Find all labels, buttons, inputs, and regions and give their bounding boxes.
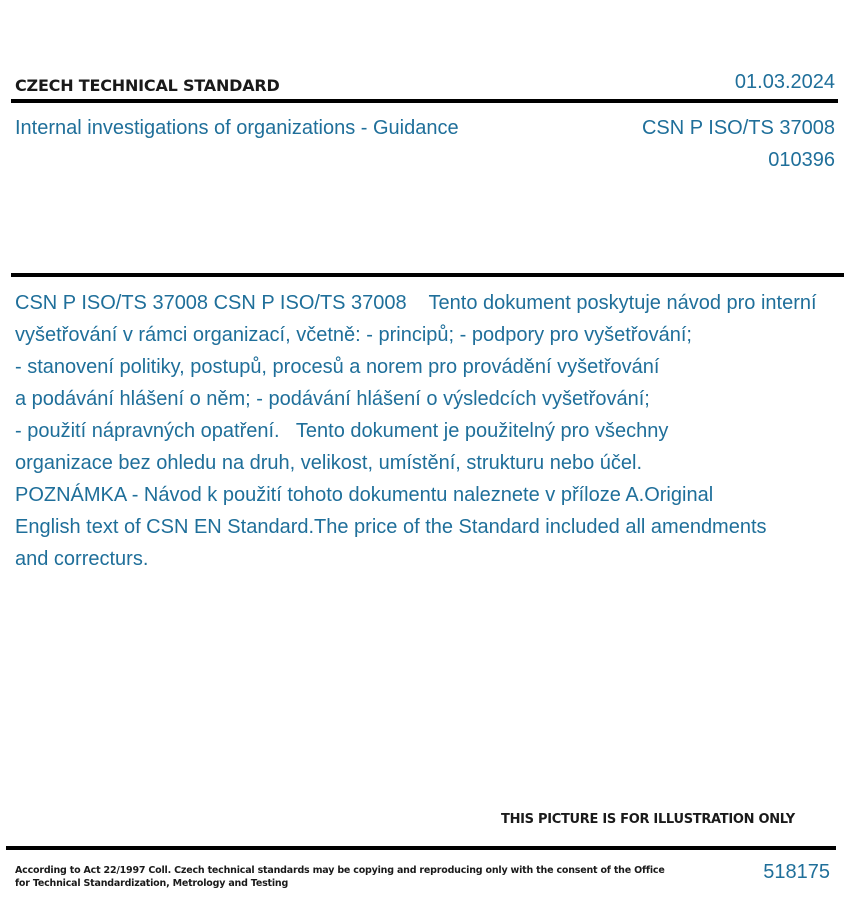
abstract-line: and correcturs. xyxy=(15,548,149,570)
abstract-text xyxy=(15,287,865,575)
abstract-line: English text of CSN EN Standard.The price of the Standard included all amendments xyxy=(15,516,767,538)
document-header-label: CZECH TECHNICAL STANDARD xyxy=(15,76,280,95)
classification-code: 010396 xyxy=(768,149,835,171)
abstract-line: organizace bez ohledu na druh, velikost, umístění, strukturu nebo účel. xyxy=(15,452,643,474)
footer-divider xyxy=(6,846,836,850)
legal-notice-line: for Technical Standardization, Metrology and Testing xyxy=(15,878,289,889)
abstract-line: - stanovení politiky, postupů, procesů a norem pro provádění vyšetřování xyxy=(15,356,660,378)
legal-notice-line: According to Act 22/1997 Coll. Czech technical standards may be copying and reproducing only with the consent of the Office xyxy=(15,865,665,876)
abstract-line: - použití nápravných opatření. Tento dokument je použitelný pro všechny xyxy=(15,420,669,442)
footer-code: 518175 xyxy=(763,861,830,883)
illustration-disclaimer: THIS PICTURE IS FOR ILLUSTRATION ONLY xyxy=(501,812,795,827)
standard-title: Internal investigations of organizations - Guidance xyxy=(15,117,459,139)
publication-date: 01.03.2024 xyxy=(734,71,835,93)
header-divider xyxy=(11,99,838,103)
abstract-line: CSN P ISO/TS 37008 CSN P ISO/TS 37008 Tento dokument poskytuje návod pro interní xyxy=(15,292,817,314)
standard-number: CSN P ISO/TS 37008 xyxy=(641,117,835,139)
abstract-line: POZNÁMKA - Návod k použití tohoto dokumentu naleznete v příloze A.Original xyxy=(15,484,714,506)
abstract-line: a podávání hlášení o něm; - podávání hlášení o výsledcích vyšetřování; xyxy=(15,388,650,410)
section-divider xyxy=(11,273,844,277)
legal-notice xyxy=(15,864,665,890)
abstract-line: vyšetřování v rámci organizací, včetně: - principů; - podpory pro vyšetřování; xyxy=(15,324,692,346)
